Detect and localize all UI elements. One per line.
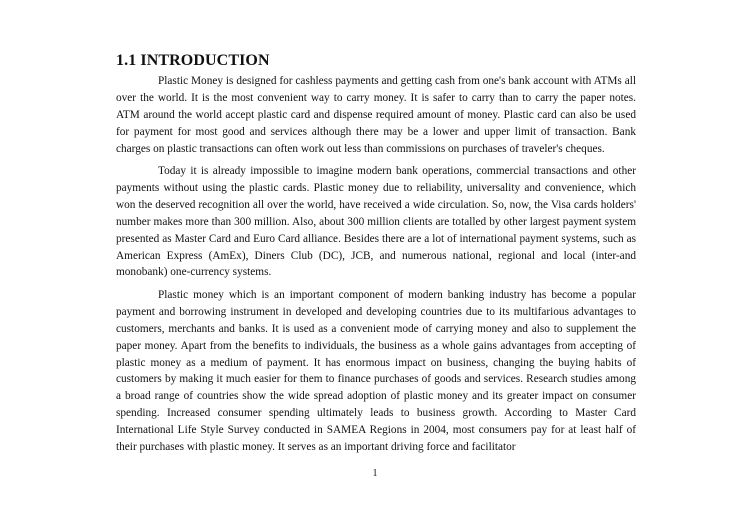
page-number: 1 [372, 468, 378, 479]
paragraph-banking-industry: Plastic money which is an important component of modern banking industry has become a popular payment and borrowing instrument in developed and developing countries due to its multifarious advantages to customers, merchants and banks. It is used as a convenient mode of carrying money and also to supplement the paper money. Apart from the benefits to individuals, the business as a whole gains advantages from accepting of plastic money as a medium of payment. It has enormous impact on business, changing the buying habits of customers by making it much easier for them to finance purchases of goods and services. Research studies among a broad range of countries show the wide spread adoption of plastic money and its greater impact on consumer spending. Increased consumer spending ultimately leads to business growth. According to Master Card International Life Style Survey conducted in SAMEA Regions in 2004, most consumers pay for at least half of their purchases with plastic money. It serves as an important driving force and facilitator [116, 288, 636, 454]
paragraph-card-usage: Today it is already impossible to imagine modern bank operations, commercial transactions and other payments without using the plastic cards. Plastic money due to reliability, universality and convenience, which won the deserved recognition all over the world, have received a wide circulation. So, now, the Visa cards holders' number makes more than 300 million. Also, about 300 million clients are totalled by other largest payment system presented as Master Card and Euro Card alliance. Besides there are a lot of international payment systems, such as American Express (AmEx), Diners Club (DC), JCB, and numerous national, regional and local (inter-and monobank) one-currency systems. [116, 165, 636, 279]
section-heading: 1.1 INTRODUCTION [116, 52, 270, 69]
body-text [116, 73, 636, 461]
paragraph-intro: Plastic Money is designed for cashless payments and getting cash from one's bank account with ATMs all over the world. It is the most convenient way to carry money. It is safer to carry than to carry the paper notes. ATM around the world accept plastic card and dispense required amount of money. Plastic card can also be used for payment for most good and services although there may be a lower and upper limit of transaction. Bank charges on plastic transactions can often work out less than commissions on purchases of traveler's cheques. [116, 75, 636, 155]
